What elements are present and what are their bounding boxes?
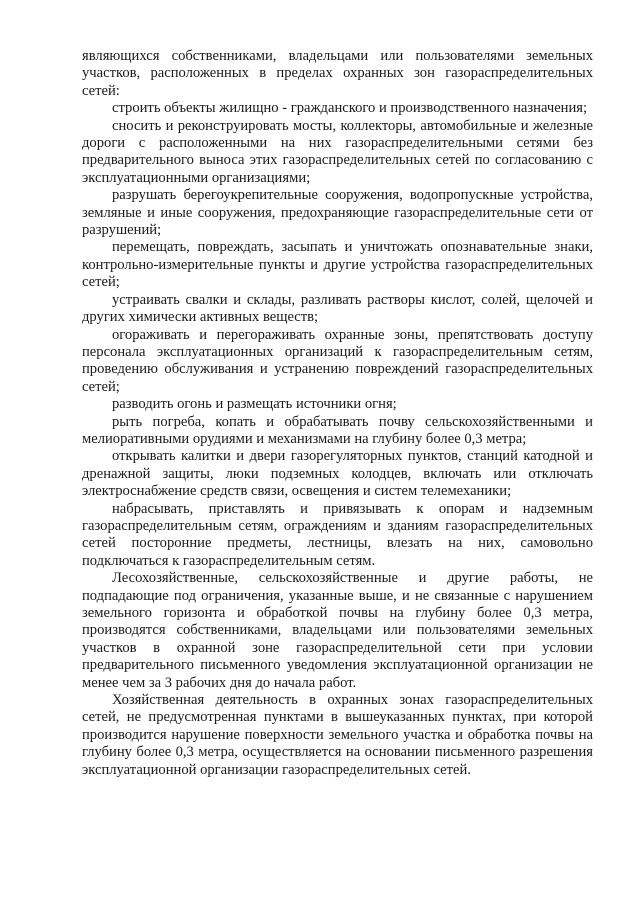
paragraph-item: разводить огонь и размещать источники огня; — [112, 396, 397, 413]
document-page — [82, 48, 593, 779]
paragraph-intro: являющихся собственниками, владельцами или пользователями земельных участков, расположенных в пределах охранных зон газораспределительных сетей: — [82, 48, 593, 99]
paragraph-item: перемещать, повреждать, засыпать и уничтожать опознавательные знаки, контрольно-измерительные пункты и другие устройства газораспределительных сетей; — [82, 239, 593, 291]
paragraph-item: огораживать и перегораживать охранные зоны, препятствовать доступу персонала эксплуатационных организаций к газораспределительным сетям, проведению обслуживания и устранению повреждений газораспределительных сетей; — [82, 326, 593, 395]
paragraph-forestry-works: Лесохозяйственные, сельскохозяйственные и другие работы, не подпадающие под ограничения, указанные выше, и не связанные с нарушением земельного горизонта и обработкой почвы на глубину более 0,3 метра, производятся собственниками, владельцами или пользователями земельных участков в охранной зоне газораспределительной сети при условии предварительного письменного уведомления эксплуатационной организации не менее чем за 3 рабочих дня до начала работ. — [82, 570, 593, 691]
paragraph-item: набрасывать, приставлять и привязывать к опорам и надземным газораспределительным сетям, ограждениям и зданиям газораспределительных сетей посторонние предметы, лестницы, влезать на них, самовольно подключаться к газораспределительным сетям. — [82, 500, 593, 569]
paragraph-item: разрушать берегоукрепительные сооружения, водопропускные устройства, земляные и иные сооружения, предохраняющие газораспределительные сети от разрушений; — [82, 187, 593, 239]
paragraph-item: открывать калитки и двери газорегуляторных пунктов, станций катодной и дренажной защиты, люки подземных колодцев, включать или отключать электроснабжение средств связи, освещения и систем телемеханики; — [82, 448, 593, 500]
paragraph-item: устраивать свалки и склады, разливать растворы кислот, солей, щелочей и других химически активных веществ; — [82, 291, 593, 326]
paragraph-item: строить объекты жилищно - гражданского и производственного назначения; — [112, 100, 588, 117]
paragraph-item: рыть погреба, копать и обрабатывать почву сельскохозяйственными и мелиоративными орудиями и механизмами на глубину более 0,3 метра; — [82, 413, 593, 447]
paragraph-economic-activity: Хозяйственная деятельность в охранных зонах газораспределительных сетей, не предусмотренная пунктами в вышеуказанных пунктах, при которой производится нарушение поверхности земельного участка и обработка почвы на глубину более 0,3 метра, осуществляется на основании письменного разрешения эксплуатационной организации газораспределительных сетей. — [82, 692, 593, 778]
paragraph-item: сносить и реконструировать мосты, коллекторы, автомобильные и железные дороги с расположенными на них газораспределительными сетями без предварительного выноса этих газораспределительных сетей по согласованию с эксплуатационными организациями; — [82, 117, 593, 186]
